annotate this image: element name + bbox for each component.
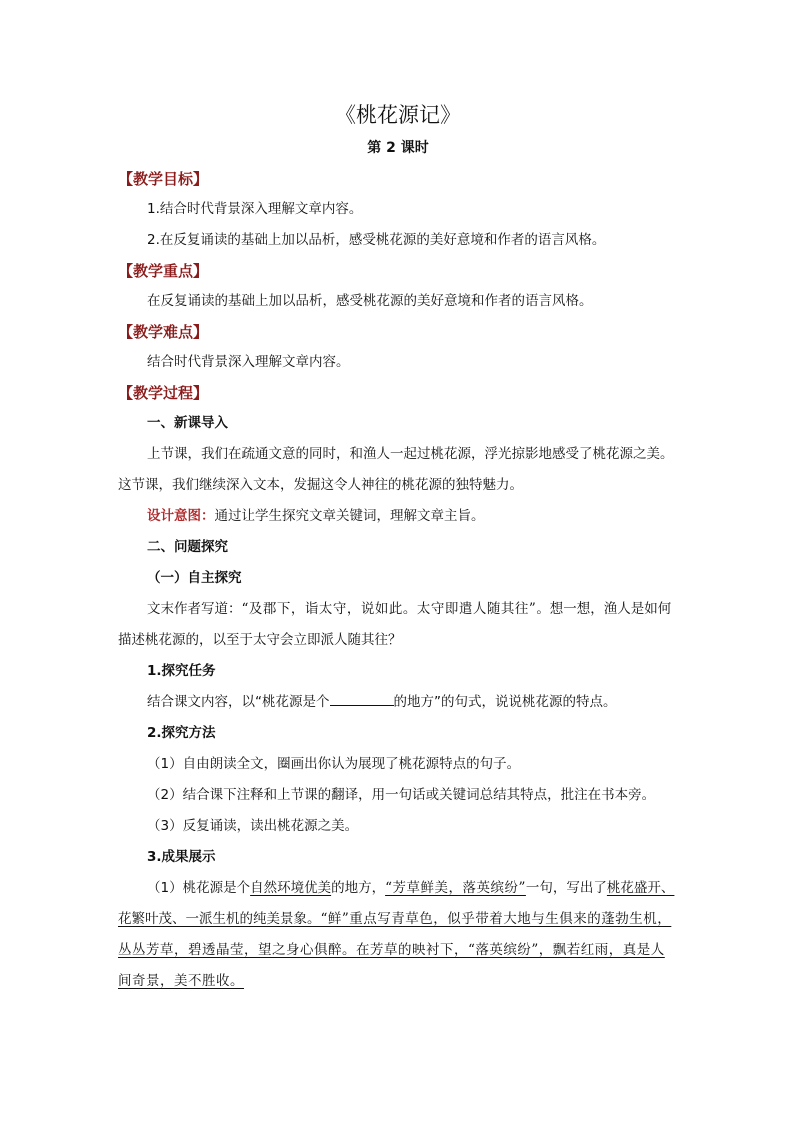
explore-heading: 二、问题探究: [147, 539, 228, 555]
method-item: （3）反复诵读，读出桃花源之美。: [147, 818, 359, 834]
explore-lead: [118, 594, 678, 656]
self-explore-heading: （一）自主探究: [147, 570, 242, 586]
result-text: 的地方，: [331, 880, 386, 896]
design-intent: [118, 501, 678, 532]
design-intent-text: 通过让学生探究文章关键词，理解文章主旨。: [214, 508, 485, 524]
goal-item: 1.结合时代背景深入理解文章内容。: [147, 201, 363, 217]
lesson-period: 第 2 课时: [367, 140, 429, 156]
task-heading: 1.探究任务: [147, 663, 216, 679]
task-text-end: 的地方”的句式，说说桃花源的特点。: [393, 694, 617, 710]
document-title: 《桃花源记》: [335, 103, 461, 127]
result-underlined-text: 自然环境优美: [250, 880, 332, 896]
document-body: [118, 100, 678, 997]
result-text: （1）桃花源是个: [147, 880, 251, 896]
section-heading-key-points: 【教学重点】: [118, 262, 209, 280]
design-intent-label: 设计意图：: [147, 508, 215, 524]
key-points-text: 在反复诵读的基础上加以品析，感受桃花源的美好意境和作者的语言风格。: [147, 293, 593, 309]
section-heading-process: 【教学过程】: [118, 384, 209, 402]
explore-lead-question: 。想一想，渔人是如何描述桃花源的，以至于太守会立即派人随其往？: [118, 601, 672, 648]
section-heading-goals: 【教学目标】: [118, 170, 209, 188]
method-heading: 2.探究方法: [147, 725, 216, 741]
intro-paragraph: 上节课，我们在疏通文意的同时，和渔人一起过桃花源，浮光掠影地感受了桃花源之美。这节课，我们继续深入文本，发掘这令人神往的桃花源的独特魅力。: [118, 446, 674, 493]
result-analysis: “鲜”重点写青草色，似乎带着大地与生俱来的蓬勃生机，丛丛芳草，碧透晶莹，望之身心俱醉。在芳草的映衬下，“落英缤纷”，飘若红雨，真是人间奇景，美不胜收。: [118, 911, 672, 989]
method-item: （2）结合课下注释和上节课的翻译，用一句话或关键词总结其特点，批注在书本旁。: [147, 787, 656, 803]
explore-lead-intro: 文末作者写道：: [147, 601, 242, 617]
explore-lead-quote: “及郡下，诣太守，说如此。太守即遣人随其往”: [241, 601, 537, 617]
result-heading: 3.成果展示: [147, 849, 216, 865]
task-text-start: 结合课文内容，以“桃花源是个: [147, 694, 330, 710]
method-item: （1）自由朗读全文，圈画出你认为展现了桃花源特点的句子。: [147, 756, 521, 772]
result-quote: “芳草鲜美，落英缤纷”: [385, 880, 526, 896]
fill-in-blank: [330, 691, 394, 706]
task-text: [118, 687, 678, 718]
difficulties-text: 结合时代背景深入理解文章内容。: [147, 354, 350, 370]
result-paragraph: [118, 873, 678, 997]
section-heading-difficulties: 【教学难点】: [118, 323, 209, 341]
result-text: 一句，写出了: [525, 880, 607, 896]
result-underlined-text: 桃花盛开、花繁叶茂、一派生机的纯美景象。: [118, 880, 675, 927]
intro-heading: 一、新课导入: [147, 415, 228, 431]
goal-item: 2.在反复诵读的基础上加以品析，感受桃花源的美好意境和作者的语言风格。: [147, 232, 606, 248]
